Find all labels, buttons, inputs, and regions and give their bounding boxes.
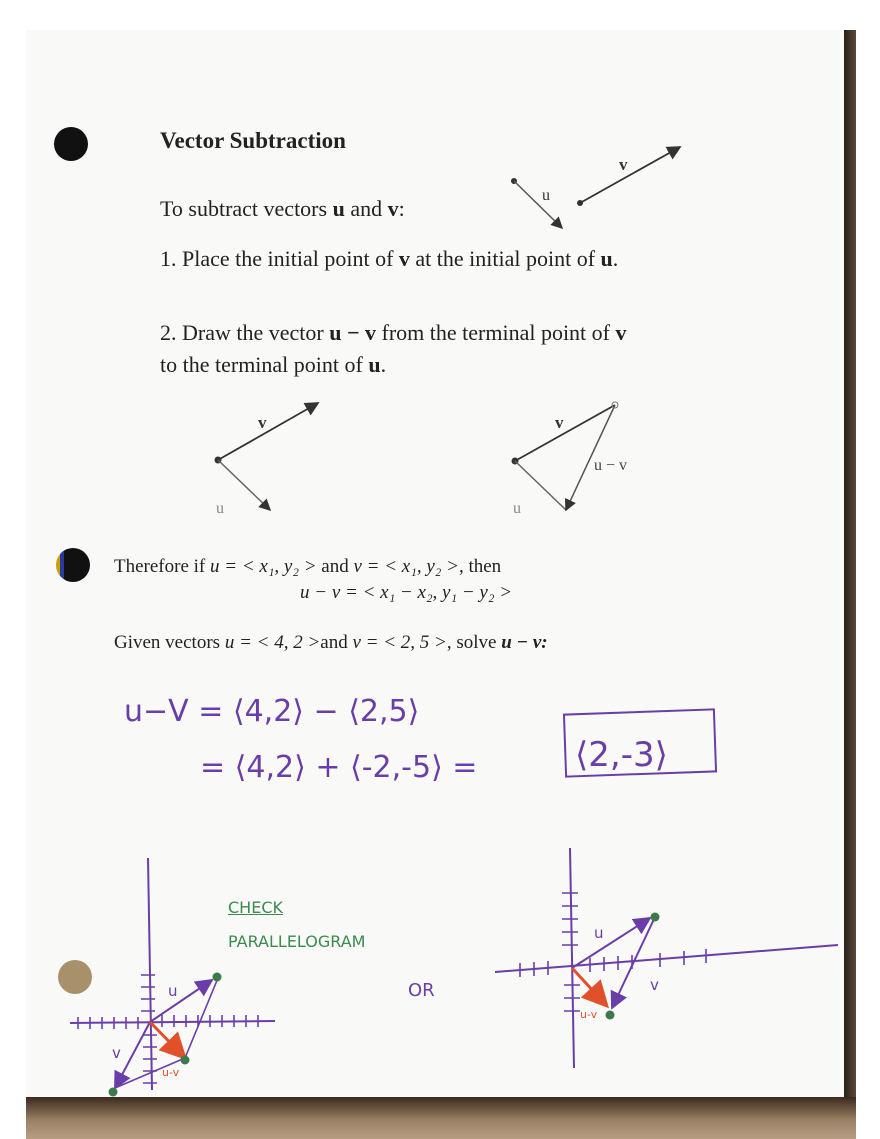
right-result-endpoint	[606, 1011, 615, 1020]
answer-box	[564, 709, 716, 776]
left-u-label: u	[168, 982, 178, 1000]
right-u-label: u	[594, 924, 604, 942]
given-u-def: u = < 4, 2 >	[224, 632, 321, 653]
v-arrow-label: v	[619, 155, 628, 174]
u-label-2: u	[216, 500, 224, 517]
left-u-minus-v-vector	[150, 1022, 185, 1058]
intro-prefix: To subtract vectors	[160, 196, 333, 221]
intro-colon: :	[398, 196, 405, 221]
intro-and: and	[344, 196, 388, 221]
right-red-vector	[572, 968, 607, 1006]
vector-v-label: v	[387, 196, 399, 221]
handwritten-line-2: = ⟨4,2⟩ + ⟨-2,-5⟩ =	[200, 750, 478, 785]
step-2-text-c: to the terminal point of	[160, 352, 369, 377]
right-x-axis	[495, 945, 838, 972]
step-1-end: .	[612, 246, 619, 271]
left-hand-graph	[70, 858, 275, 1090]
middle-left-diagram	[215, 403, 319, 517]
therefore-and: and	[316, 556, 354, 577]
left-y-ticks	[141, 975, 157, 1083]
handwritten-line-1: u−V = ⟨4,2⟩ − ⟨2,5⟩	[124, 694, 420, 729]
step-2-u: u	[368, 352, 381, 377]
top-vector-diagram	[511, 147, 680, 228]
left-x-axis	[70, 1021, 275, 1023]
right-u-endpoint	[651, 913, 660, 922]
step-2-text-a: 2. Draw the vector	[160, 320, 330, 345]
step-1-u: u	[600, 246, 613, 271]
middle-right-diagram	[512, 402, 628, 517]
vector-u-label: u	[332, 196, 345, 221]
given-solve: , solve	[446, 632, 502, 653]
v-label-2: v	[258, 413, 267, 432]
u-arrow	[514, 181, 562, 228]
v-arrow-3	[515, 405, 615, 461]
right-hand-graph	[495, 848, 838, 1068]
v-arrow	[580, 147, 680, 203]
handwritten-check: CHECK	[228, 898, 283, 917]
u-arrow-3	[515, 461, 566, 510]
step-1-text-a: 1. Place the initial point of	[160, 246, 399, 271]
given-and: and	[320, 632, 353, 653]
given-v-def: v = < 2, 5 >	[352, 632, 447, 653]
handwritten-answer: ⟨2,-3⟩	[575, 735, 668, 775]
step-2-end: .	[380, 352, 387, 377]
handwritten-parallelogram: PARALLELOGRAM	[228, 932, 366, 951]
right-uv-label: u-v	[580, 1008, 598, 1021]
v-arrow-2	[218, 403, 318, 460]
left-uv-label: u-v	[162, 1066, 180, 1079]
u-arrow-2	[218, 460, 270, 510]
step-1-text-b: at the initial point of	[409, 246, 601, 271]
left-v-label: v	[112, 1044, 121, 1062]
therefore-then: , then	[458, 556, 502, 577]
u-minus-v-label: u − v	[594, 457, 628, 474]
v-label-3: v	[555, 413, 564, 432]
therefore-v-def: v = < x₁, y₂ >	[353, 556, 459, 577]
right-v-label: v	[650, 976, 659, 994]
u-label-3: u	[513, 500, 521, 517]
given-prefix: Given vectors	[114, 632, 225, 653]
therefore-prefix: Therefore if	[114, 556, 210, 577]
u-arrow-label: u	[542, 187, 550, 204]
step-2-u-minus-v: u − v	[329, 320, 376, 345]
left-y-axis	[148, 858, 152, 1090]
left-u-endpoint	[213, 973, 222, 982]
therefore-u-def: u = < x₁, y₂ >	[210, 556, 317, 577]
left-uv-endpoint	[181, 1056, 190, 1065]
therefore-line-2: u − v = < x₁ − x₂, y₁ − y₂ >	[300, 582, 513, 603]
step-1-v: v	[398, 246, 410, 271]
step-2-v: v	[615, 320, 627, 345]
handwritten-or: OR	[408, 980, 435, 1001]
right-y-axis	[570, 848, 574, 1068]
page-title: Vector Subtraction	[160, 128, 346, 153]
left-v-endpoint	[109, 1088, 118, 1097]
left-parallelogram-side-a	[185, 978, 218, 1058]
step-2-text-b: from the terminal point of	[376, 320, 616, 345]
given-expr: u − v:	[501, 632, 548, 653]
